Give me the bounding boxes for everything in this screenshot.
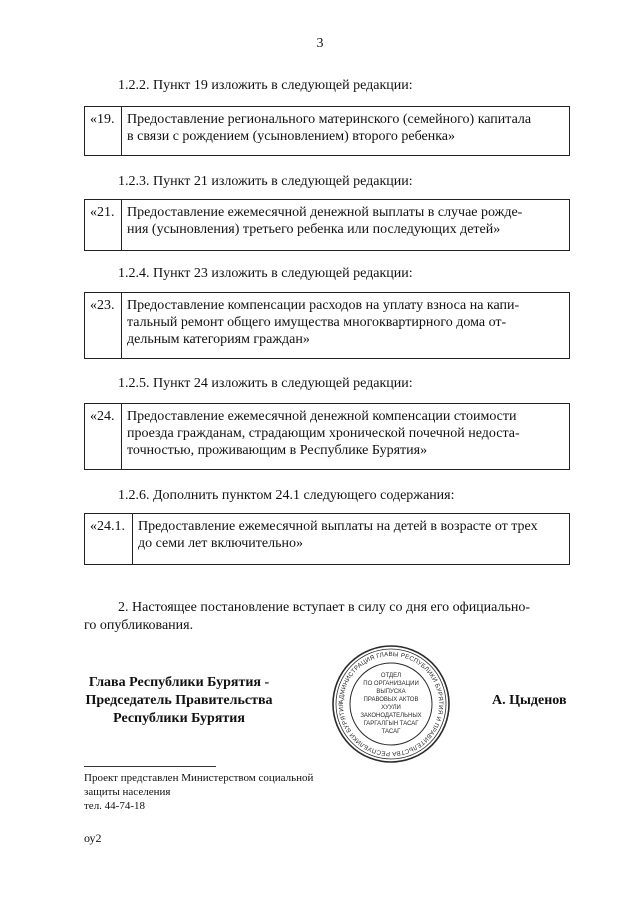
item-number: «24. bbox=[85, 404, 122, 469]
footer-line: защиты населения bbox=[84, 786, 171, 798]
stamp-text-line: ОТДЕЛ bbox=[380, 673, 402, 679]
item-text-line: до семи лет включительно» bbox=[138, 536, 303, 551]
stamp-ring-text: АДМИНИСТРАЦИЯ ГЛАВЫ РЕСПУБЛИКИ БУРЯТИЯ И ПРАВИТЕЛЬСТВА РЕСПУБЛИКИ БУРЯТИЯ bbox=[337, 650, 445, 758]
item-text-line: точностью, проживающим в Республике Бурятия» bbox=[127, 443, 428, 458]
item-text-line: ния (усыновления) третьего ребенка или последующих детей» bbox=[127, 222, 501, 237]
item-text bbox=[122, 293, 569, 348]
stamp-text-line: ТАСАГ bbox=[381, 729, 401, 735]
amendment-table-21 bbox=[84, 199, 570, 251]
stamp-text-line: ХУУЛИ bbox=[381, 705, 401, 711]
footer-note bbox=[84, 771, 313, 813]
item-text-line: Предоставление ежемесячной денежной компенсации стоимости bbox=[127, 409, 517, 424]
item-text bbox=[122, 200, 569, 238]
closing-paragraph-line: 2. Настоящее постановление вступает в силу со дня его официально- bbox=[118, 600, 531, 615]
closing-paragraph-line: го опубликования. bbox=[84, 618, 194, 633]
item-number: «24.1. bbox=[85, 514, 133, 564]
item-text-line: проезда гражданам, страдающим хронической почечной недоста- bbox=[127, 426, 520, 441]
amendment-heading-24-1: 1.2.6. Дополнить пунктом 24.1 следующего содержания: bbox=[118, 488, 455, 503]
amendment-table-24-1 bbox=[84, 513, 570, 565]
amendment-heading-23: 1.2.4. Пункт 23 изложить в следующей редакции: bbox=[118, 266, 413, 281]
item-text-line: Предоставление ежемесячной денежной выплаты в случае рожде- bbox=[127, 205, 523, 220]
amendment-table-19 bbox=[84, 106, 570, 156]
amendment-table-23 bbox=[84, 292, 570, 359]
item-text bbox=[122, 107, 569, 145]
item-text bbox=[133, 514, 569, 552]
stamp-text-line: ГАРГАЛГЫН ТАСАГ bbox=[363, 721, 419, 727]
item-text-line: Предоставление регионального материнского (семейного) капитала bbox=[127, 112, 532, 127]
amendment-heading-21: 1.2.3. Пункт 21 изложить в следующей редакции: bbox=[118, 174, 413, 189]
footer-line: тел. 44-74-18 bbox=[84, 800, 146, 812]
signatory-title-line: Республики Бурятия bbox=[113, 711, 245, 726]
item-text bbox=[122, 404, 569, 459]
item-text-line: тальный ремонт общего имущества многоквартирного дома от- bbox=[127, 315, 507, 330]
signatory-name: А. Цыденов bbox=[492, 693, 567, 708]
item-number: «21. bbox=[85, 200, 122, 250]
item-text-line: в связи с рождением (усыновлением) второго ребенка» bbox=[127, 129, 456, 144]
footer-line: Проект представлен Министерством социальной bbox=[84, 772, 314, 784]
stamp-text-line: ПО ОРГАНИЗАЦИИ bbox=[363, 681, 419, 687]
footer-divider bbox=[84, 766, 216, 767]
signatory-title bbox=[84, 674, 274, 728]
item-number: «19. bbox=[85, 107, 122, 155]
document-code: оу2 bbox=[84, 831, 102, 845]
stamp-text-line: ПРАВОВЫХ АКТОВ bbox=[363, 697, 419, 703]
item-text-line: дельным категориям граждан» bbox=[127, 332, 310, 347]
stamp-text-line: ЗАКОНОДАТЕЛЬНЫХ bbox=[360, 713, 422, 719]
item-number: «23. bbox=[85, 293, 122, 358]
amendment-table-24 bbox=[84, 403, 570, 470]
amendment-heading-19: 1.2.2. Пункт 19 изложить в следующей редакции: bbox=[118, 78, 413, 93]
signatory-title-line: Председатель Правительства bbox=[85, 693, 273, 708]
signatory-title-line: Глава Республики Бурятия - bbox=[88, 675, 270, 690]
item-text-line: Предоставление ежемесячной выплаты на детей в возрасте от трех bbox=[138, 519, 538, 534]
stamp-text-line: ВЫПУСКА bbox=[376, 689, 406, 695]
page-number: 3 bbox=[316, 36, 324, 51]
amendment-heading-24: 1.2.5. Пункт 24 изложить в следующей редакции: bbox=[118, 376, 413, 391]
item-text-line: Предоставление компенсации расходов на уплату взноса на капи- bbox=[127, 298, 520, 313]
official-stamp bbox=[330, 643, 452, 765]
